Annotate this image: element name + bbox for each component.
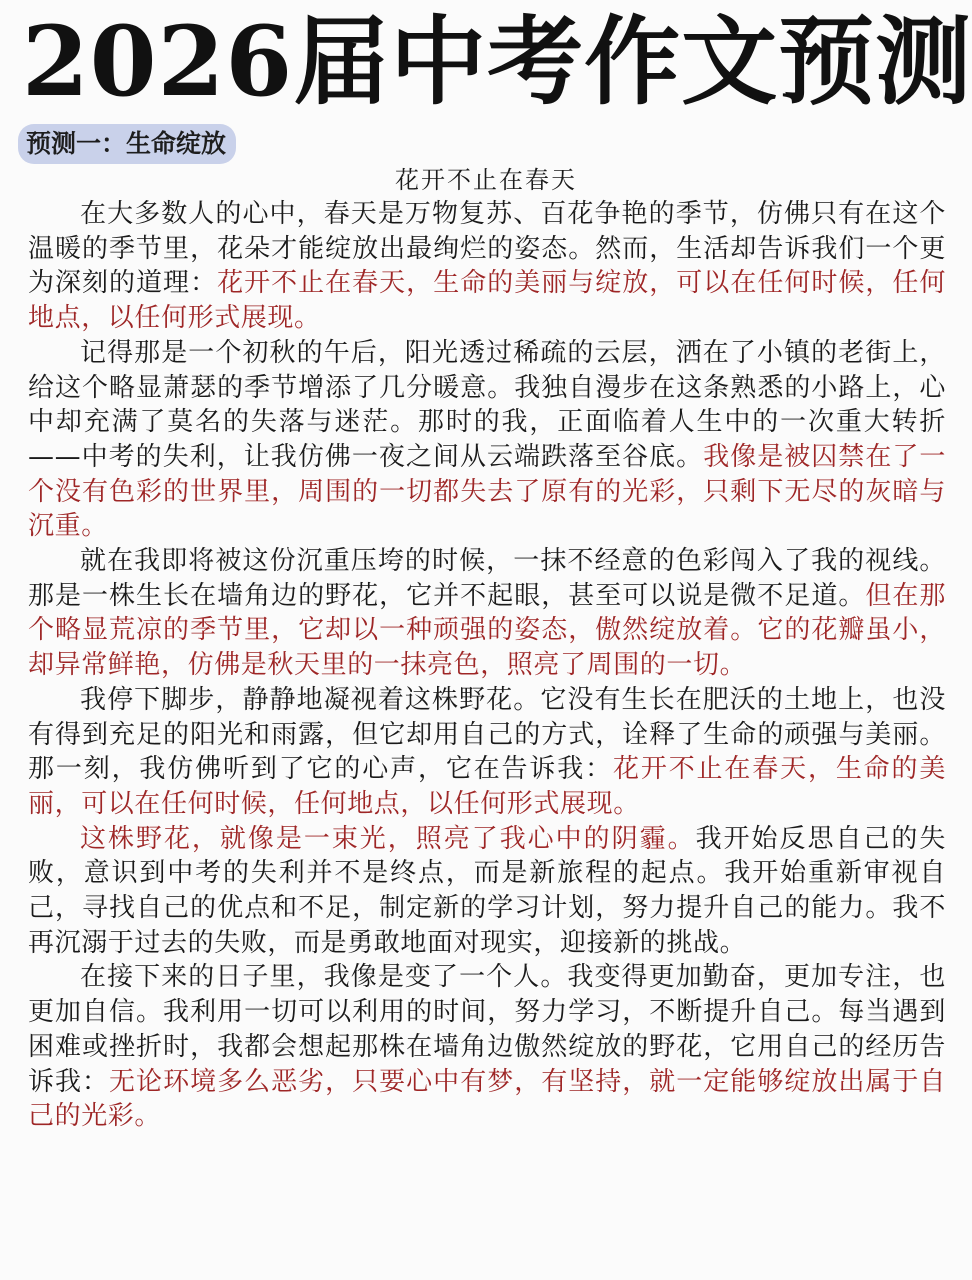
paragraph-text: 记得那是一个初秋的午后，阳光透过稀疏的云层，洒在了小镇的老街上，给这个略显萧瑟的季节增添了几分暖意。我独自漫步在这条熟悉的小路上，心中却充满了莫名的失落与迷茫。那时的我，正面临着人生中的一次重大转折——中考的失利，让我仿佛一夜之间从云端跌落至谷底。 [28, 337, 946, 472]
essay-body [28, 197, 946, 1134]
paragraph-text: 在接下来的日子里，我像是变了一个人。我变得更加勤奋，更加专注，也更加自信。我利用一切可以利用的时间，努力学习，不断提升自己。每当遇到困难或挫折时，我都会想起那株在墙角边傲然绽放的野花，它用自己的经历告诉我： [28, 962, 946, 1097]
highlight-text: 花开不止在春天，生命的美丽，可以在任何时候，任何地点，以任何形式展现。 [28, 754, 946, 819]
paragraph-6 [28, 960, 946, 1134]
prediction-tag: 预测一：生命绽放 [18, 124, 236, 164]
paragraph-5 [28, 822, 946, 961]
page-title: 2026届中考作文预测 [22, 5, 972, 118]
paragraph-2 [28, 336, 946, 544]
highlight-text: 我像是被囚禁在了一个没有色彩的世界里，周围的一切都失去了原有的光彩，只剩下无尽的灰暗与沉重。 [28, 441, 946, 542]
paragraph-text: 我停下脚步，静静地凝视着这株野花。它没有生长在肥沃的土地上，也没有得到充足的阳光和雨露，但它却用自己的方式，诠释了生命的顽强与美丽。那一刻，我仿佛听到了它的心声，它在告诉我： [28, 684, 946, 785]
highlight-text: 花开不止在春天，生命的美丽与绽放，可以在任何时候，任何地点，以任何形式展现。 [28, 268, 947, 334]
paragraph-text: 我开始反思自己的失败，意识到中考的失利并不是终点，而是新旅程的起点。我开始重新审视自己，寻找自己的优点和不足，制定新的学习计划，努力提升自己的能力。我不再沉溺于过去的失败，而是勇敢地面对现实，迎接新的挑战。 [28, 823, 947, 958]
highlight-text: 这株野花，就像是一束光，照亮了我心中的阴霾。 [80, 823, 696, 854]
highlight-text: 无论环境多么恶劣，只要心中有梦，有坚持，就一定能够绽放出属于自己的光彩。 [28, 1066, 946, 1132]
paragraph-4 [28, 683, 946, 822]
essay-title: 花开不止在春天 [395, 166, 577, 194]
highlight-text: 但在那个略显荒凉的季节里，它却以一种顽强的姿态，傲然绽放着。它的花瓣虽小，却异常鲜艳，仿佛是秋天里的一抹亮色，照亮了周围的一切。 [28, 580, 946, 681]
paragraph-1 [28, 197, 946, 336]
paragraph-text: 在大多数人的心中，春天是万物复苏、百花争艳的季节，仿佛只有在这个温暖的季节里，花朵才能绽放出最绚烂的姿态。然而，生活却告诉我们一个更为深刻的道理： [28, 199, 946, 299]
paragraph-text: 就在我即将被这份沉重压垮的时候，一抹不经意的色彩闯入了我的视线。那是一株生长在墙角边的野花，它并不起眼，甚至可以说是微不足道。 [28, 546, 946, 611]
paragraph-3 [28, 544, 946, 683]
